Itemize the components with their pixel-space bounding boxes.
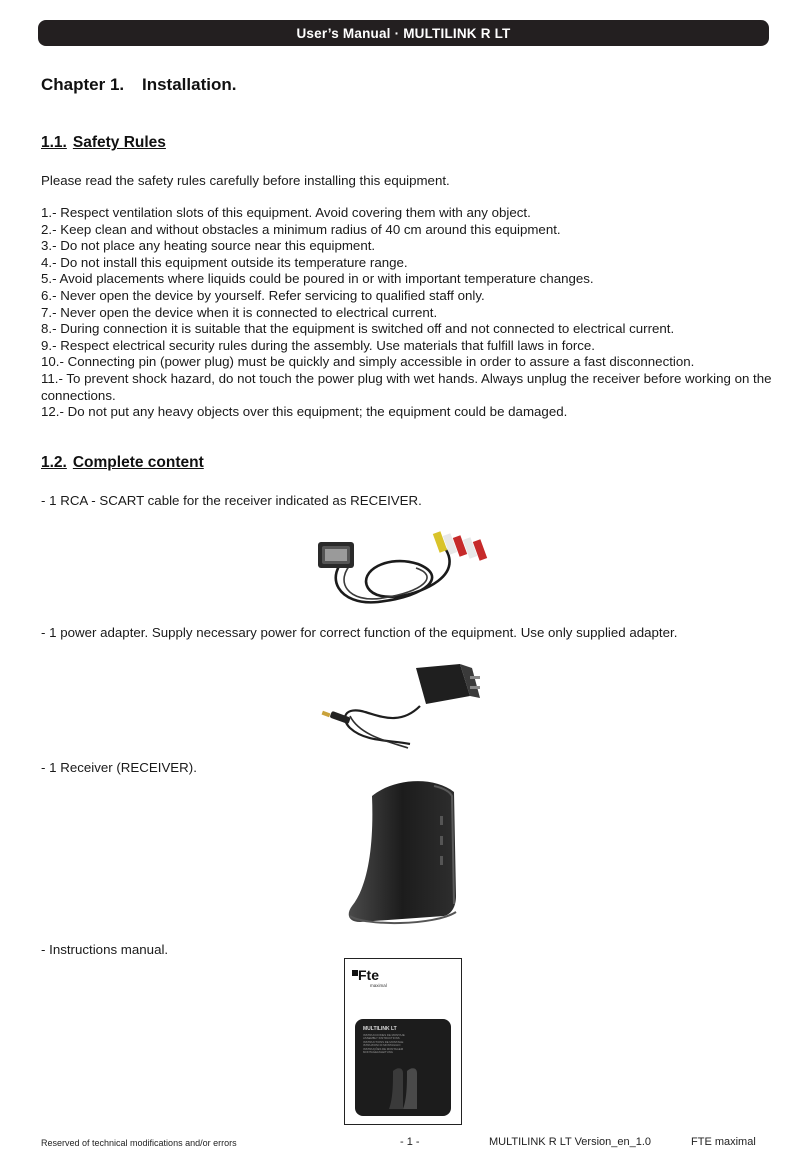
footer-version: MULTILINK R LT Version_en_1.0 <box>489 1136 652 1148</box>
section-number: 1.1. <box>41 134 67 151</box>
page-header <box>38 20 769 46</box>
power-adapter-image <box>320 656 486 754</box>
footer-page-number: - 1 - <box>400 1136 420 1148</box>
receiver-image <box>344 776 462 928</box>
chapter-heading <box>41 75 236 95</box>
section-heading-safety <box>41 134 166 152</box>
section-title: Safety Rules <box>72 134 166 151</box>
manual-receivers-icon <box>387 1067 421 1113</box>
chapter-number: Chapter 1. <box>41 75 125 94</box>
section-heading-content <box>41 454 204 472</box>
list-item: 2.- Keep clean and without obstacles a minimum radius of 40 cm around this equipment. <box>41 221 561 237</box>
header-title: User’s Manual · MULTILINK R LT <box>296 25 511 41</box>
list-item: 8.- During connection it is suitable that the equipment is switched off and not connected to electrical current. <box>41 321 675 337</box>
content-item-receiver: - 1 Receiver (RECEIVER). <box>41 760 197 775</box>
manual-cover-image <box>344 958 462 1125</box>
list-item: 6.- Never open the device by yourself. Refer servicing to qualified staff only. <box>41 287 485 303</box>
content-item-manual: - Instructions manual. <box>41 942 169 957</box>
footer-reserved: Reserved of technical modifications and/or errors <box>41 1138 237 1148</box>
scart-cable-image <box>318 526 488 610</box>
list-item: 10.- Connecting pin (power plug) must be quickly and simply accessible in order to assure a fast disconnection. <box>41 354 695 370</box>
list-item: 7.- Never open the device when it is connected to electrical current. <box>41 304 438 320</box>
list-item: 11.- To prevent shock hazard, do not touch the power plug with wet hands. Always unplug the receiver before working on the connections. <box>41 370 772 403</box>
content-item-adapter: - 1 power adapter. Supply necessary power for correct function of the equipment. Use only supplied adapter. <box>41 625 678 640</box>
section-title: Complete content <box>72 454 204 471</box>
content-item-cable: - 1 RCA - SCART cable for the receiver indicated as RECEIVER. <box>41 493 422 508</box>
chapter-title: Installation. <box>142 75 237 94</box>
manual-dark-panel: MULTILINK LT INSTRUCCIONES DE MONTAJE ASSEMBLY INSTRUCTIONS INSTRUCTIONS DE MONTAGE ISTRUZIONI DI MONTAGGIO INSTRUÇÕES DE MONTAGEM MONTAGEANLEITUNG <box>355 1019 451 1116</box>
section-number: 1.2. <box>41 454 67 471</box>
list-item: 4.- Do not install this equipment outside its temperature range. <box>41 254 408 270</box>
manual-logo: Fte maximal <box>352 967 387 988</box>
footer-brand: FTE maximal <box>691 1136 756 1148</box>
safety-rules-list <box>41 205 773 421</box>
list-item: 1.- Respect ventilation slots of this equipment. Avoid covering them with any object. <box>41 205 531 220</box>
list-item: 12.- Do not put any heavy objects over this equipment; the equipment could be damaged. <box>41 404 568 420</box>
list-item: 3.- Do not place any heating source near this equipment. <box>41 238 376 254</box>
list-item: 5.- Avoid placements where liquids could be poured in or with important temperature changes. <box>41 271 594 287</box>
safety-intro: Please read the safety rules carefully before installing this equipment. <box>41 173 450 188</box>
list-item: 9.- Respect electrical security rules during the assembly. Use materials that fulfill laws in force. <box>41 337 596 353</box>
